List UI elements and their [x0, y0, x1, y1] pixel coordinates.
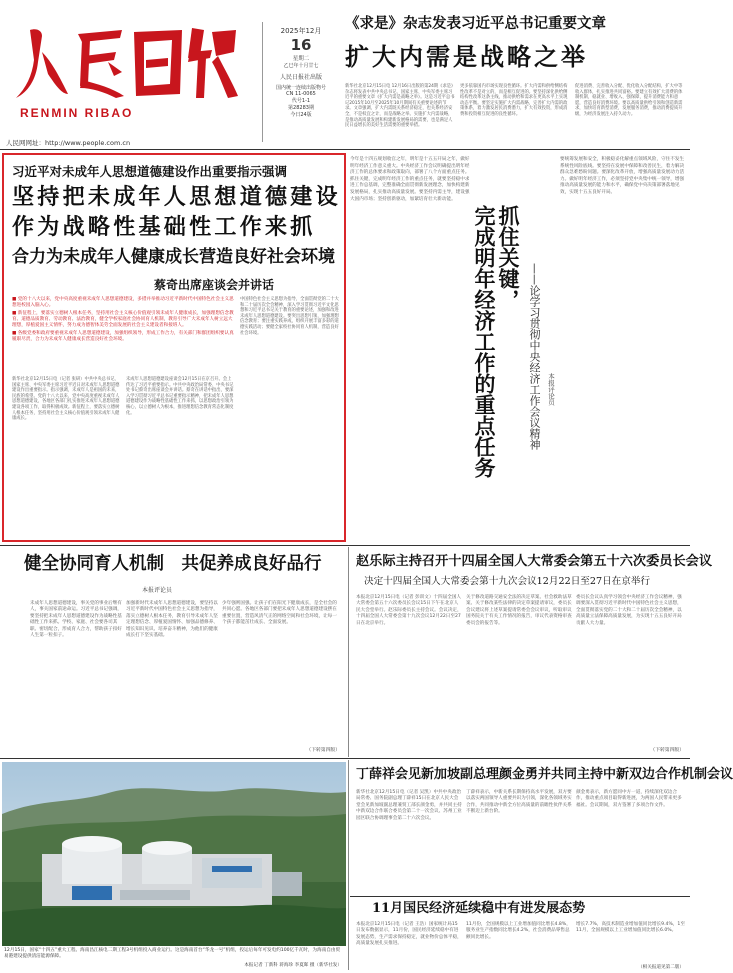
masthead	[0, 0, 340, 148]
npc-headline: 赵乐际主持召开十四届全国人大常委会第五十六次委员长会议	[356, 554, 713, 569]
lead-kicker: 习近平对未成年人思想道德建设作出重要指示强调	[12, 164, 288, 179]
website-link[interactable]: 人民网网址：http://www.people.com.cn	[6, 139, 131, 147]
diplomacy-headline: 丁薛祥会见新加坡副总理颜金勇并共同主持中新双边合作机制会议	[356, 767, 733, 782]
masthead-pinyin: RENMIN RIBAO	[20, 106, 134, 120]
feature-article	[4, 549, 344, 755]
masthead-logo	[12, 22, 240, 102]
diplomacy-col1: 新华社北京12月15日电（记者 吴凯）中共中央政治局常委、国务院副总理丁薛祥15日在北京人民大会堂会见新加坡副总理兼贸工部长颜金勇，并共同主持中新双边合作联合委员会第二十一次会议、苏州工业园区联合协调理事会第二十六次会议。	[356, 790, 462, 821]
lead-subhead: 蔡奇出席座谈会并讲话	[154, 278, 275, 292]
logo-calligraphy-icon	[12, 22, 240, 102]
top-story-body-mid: 更多依靠国内市场实现良性循环。扩大内需和供给侧结构性改革不是对立的，而是相互促进的。要坚持深化供给侧结构性改革这条主线，推动供给和需求在更高水平上实现动态平衡。要坚定实施扩大内需战略，完善扩大内需的政策体系，着力激发居民消费潜力，扩大有效投资，形成消费和投资相互促进的良性循环。	[460, 84, 568, 117]
economy-story	[352, 898, 688, 972]
npc-col3: 委员长会议认真学习领会中央经济工作会议精神，强调要深入贯彻习近平新时代中国特色社会主义思想，全面贯彻落实党的二十大和二十届历次全会精神，以高质量立法保障高质量发展，为实现十五五良好开局贡献人大力量。	[576, 595, 682, 626]
diplomacy-story	[352, 762, 733, 894]
date-block	[266, 26, 336, 118]
lead-summary-item: ■ 新征程上，要落实立德树人根本任务，坚持用社会主义核心价值观引领未成年人健康成长，加强理想信念教育、道德品质教育、劳动教育、法治教育，健全学校家庭社会协同育人机制，教育引导广大未成年人树立远大理想，厚植爱国主义情怀，努力成为德智体美劳全面发展的社会主义建设者和接班人。	[12, 311, 234, 328]
side-subtitle: ——论学习贯彻中央经济工作会议精神	[528, 263, 541, 450]
news-photo	[2, 762, 346, 970]
top-story	[345, 14, 685, 149]
side-body-left: 今年是十四五规划收官之年，明年是十五五开局之年，做好明年经济工作意义重大。中央经济工作会议明确提出明年经济工作的总体要求和政策取向，部署了八个方面重点任务。抓住关键，完成明年经济工作的重点任务，就要坚持稳中求进工作总基调，完整准确全面贯彻新发展理念，加快构建新发展格局，扎实推动高质量发展。要坚持内需主导，建设强大国内市场；坚持创新驱动，加紧培育壮大新动能。	[350, 157, 470, 202]
npc-col2: 关于修改道路交通安全法的决定草案、社会救助法草案、关于修改某些法律的决定草案提请审议，委员长会议建议将上述草案提请常委会会议审议，听取审议国务院关于有关工作情况的报告，审议代表资格审查委员会的报告等。	[466, 595, 572, 626]
lead-headline-line1: 坚持把未成年人思想道德建设	[12, 184, 341, 210]
cn-number: CN 11-0065	[286, 91, 316, 97]
diplomacy-col2: 丁薛祥表示，中新关系长期保持高水平发展，双方要以落实两国领导人重要共识为引领，深化各领域务实合作，共同推动中新全方位高质量的前瞻性伙伴关系不断迈上新台阶。	[466, 790, 572, 815]
power-plant-photo	[2, 762, 346, 946]
issue-no: 第28283期	[288, 105, 314, 111]
top-story-headline: 扩大内需是战略之举	[345, 42, 588, 71]
top-story-body-right: 促进消费、完善收入分配、优化收入分配结构，扩大中等收入群体，扎实推进共同富裕。要建立有效扩大消费的体制机制，稳就业、增收入、强保障，提升消费能力和意愿，营造良好消费环境。要以高质量供给引领和创造新需求，加快培育新型消费，发展服务消费，推动消费提质升级，为经济发展注入持久动力。	[575, 84, 683, 117]
economy-col3: 增长7.7%，高技术制造业增加值同比增长9.4%，1至11月，全国规模以上工业增加值同比增长6.0%。	[576, 922, 685, 934]
date-year-month: 2025年12月	[280, 27, 322, 35]
npc-continued: （下转第四版）	[650, 748, 684, 753]
lunar-date: 乙巳年十月廿七	[283, 63, 319, 69]
feature-col2: 加强新时代未成年人思想道德建设，要坚持以习近平新时代中国特色社会主义思想为指导，落实立德树人根本任务，教育引导未成年人坚定理想信念、厚植爱国情怀、加强品德修养、增长知识见识、培养奋斗精神，为他们的健康成长打下坚实基础。	[126, 601, 218, 639]
lead-summary-item: ■ 党的十八大以来，党中央高度重视未成年人思想道德建设，多措并举推动习近平新时代中国特色社会主义思想进校园入脑入心。	[12, 297, 234, 308]
lead-body-col2: 未成年人思想道德建设座谈会12月15日在京召开。会上传达了习近平重要指示。中共中央政治局常委、中央书记处书记蔡奇出席座谈会并讲话。蔡奇在讲话中指出，要深入学习贯彻习近平总书记重要指示精神，把未成年人思想道德建设作为战略性基础性工作来抓，以思想政治引领为核心，以立德树人为根本，推进理想信念教育常态化制度化。	[126, 377, 234, 416]
npc-story	[352, 549, 713, 755]
feature-col3: 少年强则国强。让孩子们在阳光下健康成长，是全社会的共同心愿。各地区各部门要把未成年人思想道德建设摆在重要位置，营造风清气正的网络空间和社会环境，让每一个孩子都能茁壮成长、全面发展。	[222, 601, 337, 626]
side-story	[350, 153, 688, 542]
issn-line: 国内统一连续出版物号	[275, 85, 326, 91]
photo-caption: 12月15日，国家“十四五”重大工程、海南昌江核电二期工程3号机组投入商业运行。这是海南首台“华龙一号”机组，投运后每年可发电约100亿千瓦时，为海南自由贸易港建设提供清洁能源保障。	[4, 948, 341, 960]
economy-continued: （相关报道见第二版）	[638, 965, 684, 970]
code: 代号1-1	[291, 98, 311, 104]
npc-col1: 本报北京12月15日电（记者 彭训文）十四届全国人大常委会第五十六次委员长会议15日下午在北京人民大会堂举行。赵乐际委员长主持会议。会议决定，十四届全国人大常委会第十九次会议12月22日至27日在北京举行。	[356, 595, 462, 626]
feature-headline: 健全协同育人机制 共促养成良好品行	[24, 554, 322, 574]
side-headline	[472, 205, 521, 535]
economy-headline: 11月国民经济延续稳中有进发展态势	[372, 901, 586, 916]
lead-body-col3: 中国特色社会主义思想为指导，全面贯彻党的二十大和二十届历次全会精神，深入学习贯彻习近平文化思想和习近平总书记关于教育的重要论述，加强和改进未成年人思想道德建设。要突出思想引领，加强理想信念教育；要注重实践养成，组织开展丰富多彩的道德实践活动；要健全家校社协同育人机制，营造良好社会环境。	[240, 297, 339, 336]
photo-credit: 本报记者 丁新科 蒋海珍 李夏晖 摄（新华社发）	[244, 963, 342, 968]
economy-col1: 本报北京12月15日电（记者 王浩）国家统计局15日发布数据显示，11月份，国民经济延续稳中有进发展态势，生产需求保持稳定，就业物价总体平稳，高质量发展扎实推进。	[356, 922, 462, 947]
diplomacy-col3: 颜金勇表示，新方愿同中方一道，持续深化双边合作，推动重点项目取得新进展，为两国人民带来更多福祉。会议期间，双方签署了多项合作文件。	[576, 790, 682, 808]
publisher: 人民日报社出版	[279, 74, 322, 81]
feature-continued: （下转第四版）	[306, 748, 340, 753]
side-byline: 本报评论员	[547, 373, 555, 406]
side-body-right: 要统筹发展和安全，积极稳妥化解重点领域风险，守住不发生系统性风险底线。要坚持在发展中保障和改善民生，着力解决群众急难愁盼问题。要深化改革开放，增强高质量发展动力活力。做好明年经济工作，必须坚持党中央集中统一领导，增强推动高质量发展的能力和水平，确保党中央决策部署落地见效，实现十五五良好开局。	[560, 157, 685, 195]
lead-body-col1: 新华社北京12月15日电（记者 张研）中共中央总书记、国家主席、中央军委主席习近平近日对未成年人思想道德建设作出重要指示。指示强调，未成年人是祖国的未来，民族的希望。党的十八大以来，党中央高度重视未成年人思想道德建设，各地区各部门扎实推进未成年人思想道德建设各项工作，取得积极成效。新征程上，要落实立德树人根本任务，坚持用社会主义核心价值观引领未成年人健康成长。	[12, 377, 120, 422]
lead-headline-line2: 作为战略性基础性工作来抓	[12, 214, 316, 240]
side-headline-line2: 完成明年经济工作的重点任务	[472, 205, 497, 478]
pages: 今日24版	[290, 112, 312, 118]
lead-article	[2, 153, 346, 542]
feature-col1: 未成年人思想道德建设，事关党的事业后继有人，事关国家前途命运。习近平总书记强调，要坚持把未成年人思想道德建设作为战略性基础性工作来抓。学校、家庭、社会要各司其职、密切配合，形成育人合力，帮助孩子扣好人生第一粒扣子。	[30, 601, 122, 639]
top-story-body-left: 新华社北京12月15日电 12月16日出版的第24期《求是》杂志将发表中共中央总书记、国家主席、中央军委主席习近平的重要文章《扩大内需是战略之举》。这是习近平总书记2015年10月至2025年10月期间有关重要论述的节录。文章强调，扩大内需既关系经济稳定，也关系经济安全，不是权宜之计，而是战略之举。实施扩大内需战略，是推动高质量发展和构建新发展格局的需要，也是满足人民日益增长的美好生活需要的重要举措。	[345, 84, 455, 129]
lead-summary	[12, 297, 236, 371]
lead-headline-line3: 合力为未成年人健康成长营造良好社会环境	[12, 247, 335, 267]
weekday: 星期二	[292, 56, 310, 62]
lead-summary-item: ■ 各级党委和政府要重视未成年人思想道德建设，加强组织领导，形成工作合力，有关部门和群团组织要认真履职尽责，合力为未成年人健康成长营造良好社会环境。	[12, 331, 234, 342]
npc-subhead: 决定十四届全国人大常委会第十九次会议12月22日至27日在京举行	[364, 576, 651, 587]
economy-col2: 11月份，全国规模以上工业增加值同比增长4.8%，服务业生产指数同比增长4.2%，社会消费品零售总额同比增长。	[466, 922, 571, 940]
feature-byline: 本报评论员	[142, 587, 173, 594]
side-headline-line1: 抓住关键，	[496, 205, 521, 310]
top-story-kicker: 《求是》杂志发表习近平总书记重要文章	[345, 15, 606, 32]
date-day: 16	[290, 36, 312, 54]
